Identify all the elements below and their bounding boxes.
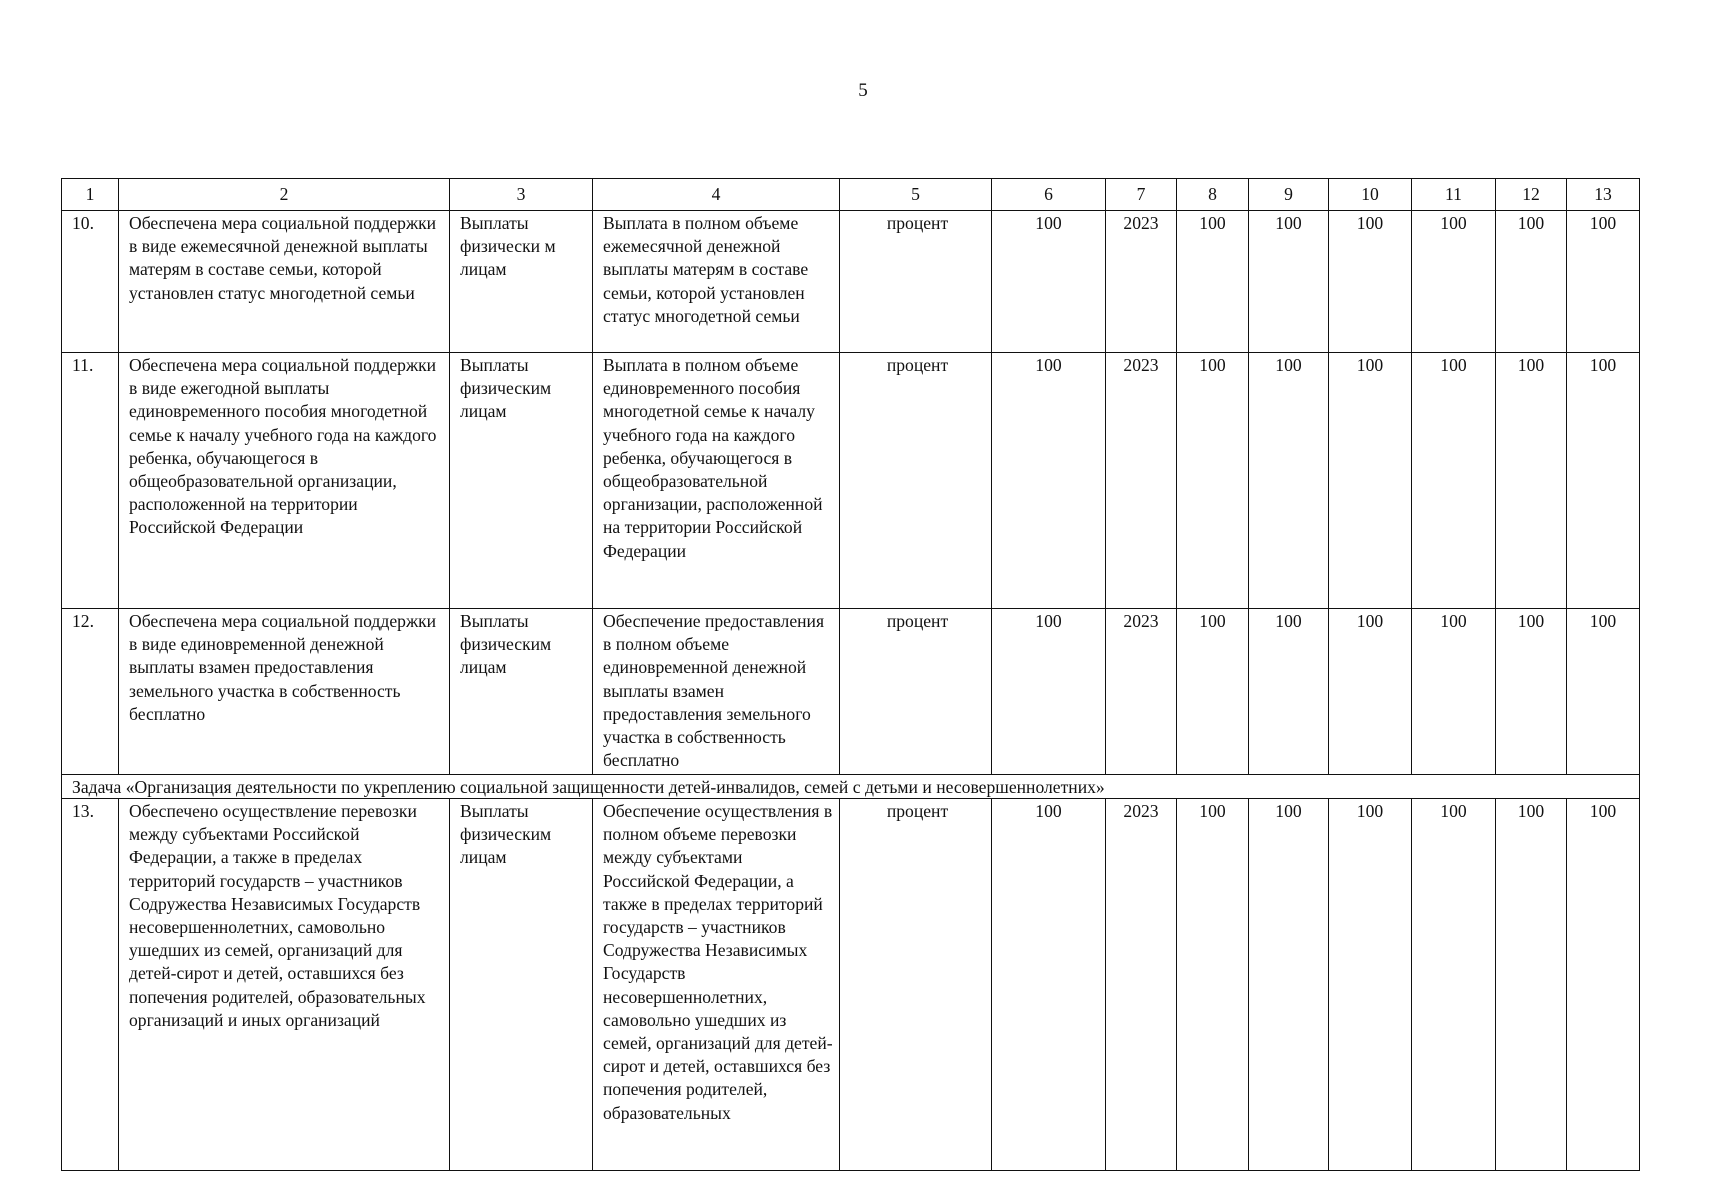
value-cell: 100 [1496, 799, 1567, 1171]
characteristic-cell: Обеспечение предоставления в полном объеме единовременной денежной выплаты взамен предоставления земельного участка в собственность бесплатно [593, 609, 840, 775]
result-cell: Обеспечена мера социальной поддержки в виде ежемесячной денежной выплаты матерям в составе семьи, которой установлен статус многодетной семьи [119, 211, 450, 353]
value-cell: 100 [992, 211, 1106, 353]
unit-cell: процент [840, 353, 992, 609]
value-cell: 100 [1329, 609, 1412, 775]
header-cell: 13 [1567, 179, 1640, 211]
characteristic-cell: Выплата в полном объеме ежемесячной денежной выплаты матерям в составе семьи, которой установлен статус многодетной семьи [593, 211, 840, 353]
type-cell: Выплаты физическим лицам [450, 353, 593, 609]
header-row [62, 179, 1640, 211]
table-row [62, 353, 1640, 609]
value-cell: 100 [1412, 211, 1496, 353]
table-row [62, 211, 1640, 353]
row-number: 13. [62, 799, 119, 1171]
header-cell: 3 [450, 179, 593, 211]
row-number: 10. [62, 211, 119, 353]
value-cell: 100 [1249, 211, 1329, 353]
value-cell: 100 [1496, 211, 1567, 353]
value-cell: 100 [1567, 353, 1640, 609]
value-cell: 100 [1567, 609, 1640, 775]
unit-cell: процент [840, 211, 992, 353]
unit-cell: процент [840, 609, 992, 775]
header-cell: 12 [1496, 179, 1567, 211]
result-cell: Обеспечена мера социальной поддержки в виде ежегодной выплаты единовременного пособия многодетной семье к началу учебного года на каждого ребенка, обучающегося в общеобразовательной организации, расположенной на территории Российской Федерации [119, 353, 450, 609]
value-cell: 100 [1249, 609, 1329, 775]
header-cell: 4 [593, 179, 840, 211]
value-cell: 100 [992, 799, 1106, 1171]
type-cell: Выплаты физическим лицам [450, 799, 593, 1171]
row-number: 11. [62, 353, 119, 609]
value-cell: 100 [1412, 609, 1496, 775]
header-cell: 5 [840, 179, 992, 211]
value-cell: 100 [992, 609, 1106, 775]
value-cell: 100 [1412, 799, 1496, 1171]
value-cell: 100 [1496, 609, 1567, 775]
year-cell: 2023 [1106, 799, 1177, 1171]
header-cell: 7 [1106, 179, 1177, 211]
table-row [62, 609, 1640, 775]
value-cell: 100 [1329, 211, 1412, 353]
unit-cell: процент [840, 799, 992, 1171]
row-number: 12. [62, 609, 119, 775]
type-cell: Выплаты физическим лицам [450, 609, 593, 775]
value-cell: 100 [1177, 211, 1249, 353]
page-number: 5 [858, 80, 868, 101]
task-heading: Задача «Организация деятельности по укреплению социальной защищенности детей-инвалидов, семей с детьми и несовершеннолетних» [62, 775, 1640, 799]
year-cell: 2023 [1106, 211, 1177, 353]
characteristic-cell: Обеспечение осуществления в полном объеме перевозки между субъектами Российской Федерации, а также в пределах территорий государств – участников Содружества Независимых Государств несовершеннолетних, самовольно ушедших из семей, организаций для детей-сирот и детей, оставшихся без попечения родителей, образовательных [593, 799, 840, 1171]
header-cell: 8 [1177, 179, 1249, 211]
value-cell: 100 [992, 353, 1106, 609]
type-cell: Выплаты физически м лицам [450, 211, 593, 353]
characteristic-cell: Выплата в полном объеме единовременного пособия многодетной семье к началу учебного года на каждого ребенка, обучающегося в общеобразовательной организации, расположенной на территории Российской Федерации [593, 353, 840, 609]
value-cell: 100 [1177, 609, 1249, 775]
value-cell: 100 [1329, 799, 1412, 1171]
value-cell: 100 [1249, 799, 1329, 1171]
indicators-table [61, 178, 1640, 1171]
header-cell: 11 [1412, 179, 1496, 211]
header-cell: 10 [1329, 179, 1412, 211]
value-cell: 100 [1329, 353, 1412, 609]
value-cell: 100 [1567, 799, 1640, 1171]
result-cell: Обеспечена мера социальной поддержки в виде единовременной денежной выплаты взамен предоставления земельного участка в собственность бесплатно [119, 609, 450, 775]
value-cell: 100 [1249, 353, 1329, 609]
header-cell: 1 [62, 179, 119, 211]
year-cell: 2023 [1106, 609, 1177, 775]
header-cell: 6 [992, 179, 1106, 211]
task-row [62, 775, 1640, 799]
value-cell: 100 [1177, 799, 1249, 1171]
value-cell: 100 [1412, 353, 1496, 609]
header-cell: 2 [119, 179, 450, 211]
year-cell: 2023 [1106, 353, 1177, 609]
value-cell: 100 [1567, 211, 1640, 353]
value-cell: 100 [1496, 353, 1567, 609]
result-cell: Обеспечено осуществление перевозки между субъектами Российской Федерации, а также в пределах территорий государств – участников Содружества Независимых Государств несовершеннолетних, самовольно ушедших из семей, организаций для детей-сирот и детей, оставшихся без попечения родителей, образовательных организаций и иных организаций [119, 799, 450, 1171]
header-cell: 9 [1249, 179, 1329, 211]
value-cell: 100 [1177, 353, 1249, 609]
table-row [62, 799, 1640, 1171]
